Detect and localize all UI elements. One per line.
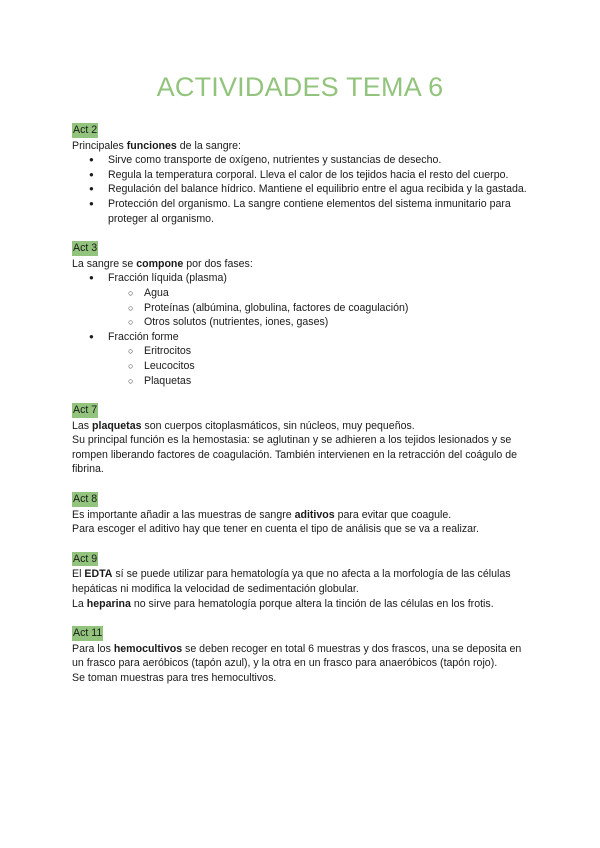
section-label: Act 9 — [73, 552, 98, 565]
text: de la sangre: — [176, 139, 241, 152]
bold-term: compone — [136, 257, 184, 270]
section-label: Act 11 — [73, 627, 103, 640]
list-item: ● Sirve como transporte de oxígeno, nutrientes y sustancias de desecho. — [72, 153, 532, 168]
paragraph: Se toman muestras para tres hemocultivos. — [72, 672, 277, 684]
document-body — [72, 123, 532, 701]
paragraph — [72, 597, 532, 612]
section-label: Act 3 — [73, 242, 98, 255]
text: no sirve para hematología porque altera la tinción de las células en los frotis. — [130, 597, 494, 610]
section-label: Act 2 — [73, 124, 98, 136]
text: por dos fases: — [183, 257, 253, 270]
bold-term: EDTA — [84, 568, 113, 581]
text: para evitar que coagule. — [334, 508, 452, 521]
text: son cuerpos citoplasmáticos, sin núcleos, muy pequeños. — [141, 419, 415, 432]
text: La sangre se — [72, 257, 137, 270]
text: El — [72, 568, 85, 581]
sub-bullet-list — [108, 344, 532, 388]
section-label: Act 8 — [73, 493, 98, 506]
bold-term: funciones — [126, 139, 177, 152]
page-title: ACTIVIDADES TEMA 6 — [156, 72, 444, 102]
bullet-list — [72, 153, 532, 226]
text: Principales — [72, 139, 127, 152]
sub-list-item: ○ Leucocitos — [108, 359, 532, 374]
section-act-2 — [72, 123, 532, 226]
paragraph — [72, 642, 532, 671]
sub-list-item: ○ Agua — [108, 286, 532, 301]
bold-term: heparina — [86, 597, 131, 610]
sub-bullet-list — [108, 286, 532, 330]
sub-list-item: ○ Otros solutos (nutrientes, iones, gases) — [108, 315, 532, 330]
section-act-11 — [72, 626, 532, 685]
section-act-8 — [72, 492, 532, 537]
text: Las — [72, 419, 93, 432]
paragraph: Su principal función es la hemostasia: se aglutinan y se adhieren a los tejidos lesionados y se rompen liberando factores de coagulación. También intervienen en la retracción del coágulo de fibrina. — [72, 434, 518, 476]
section-act-3 — [72, 241, 532, 388]
text: sí se puede utilizar para hematología ya que no afecta a la morfología de las células hepáticas ni modifica la velocidad de sedimentación globular. — [72, 568, 511, 596]
paragraph — [72, 257, 532, 272]
section-act-9 — [72, 552, 532, 611]
sub-list-item: ○ Plaquetas — [108, 374, 532, 389]
paragraph — [72, 567, 532, 596]
sub-list-item: ○ Eritrocitos — [108, 344, 532, 359]
bold-term: aditivos — [294, 508, 335, 521]
sub-list-item: ○ Proteínas (albúmina, globulina, factores de coagulación) — [108, 301, 532, 316]
bullet-list — [72, 271, 532, 388]
section-act-7 — [72, 403, 532, 477]
section-label: Act 7 — [73, 404, 98, 417]
paragraph — [72, 419, 532, 434]
paragraph — [72, 508, 532, 523]
list-item — [72, 271, 532, 329]
list-item-label: Fracción forme — [108, 330, 179, 343]
list-item-label: Fracción líquida (plasma) — [108, 272, 227, 285]
text: La — [72, 597, 87, 610]
text: Para los — [72, 642, 114, 655]
text: se deben recoger en total 6 muestras y dos frascos, una se deposita en un frasco para aeróbicos (tapón azul), y la otra en un frasco para anaeróbicos (tapón rojo). — [72, 642, 522, 670]
list-item: ● Protección del organismo. La sangre contiene elementos del sistema inmunitario para proteger al organismo. — [72, 197, 532, 226]
bold-term: hemocultivos — [113, 642, 183, 655]
paragraph: Para escoger el aditivo hay que tener en cuenta el tipo de análisis que se va a realizar. — [72, 523, 479, 536]
bold-term: plaquetas — [92, 419, 142, 432]
paragraph — [72, 139, 532, 154]
list-item: ● Regulación del balance hídrico. Mantiene el equilibrio entre el agua recibida y la gastada. — [72, 182, 532, 197]
list-item — [72, 330, 532, 388]
text: Es importante añadir a las muestras de sangre — [72, 508, 295, 521]
list-item: ● Regula la temperatura corporal. Lleva el calor de los tejidos hacia el resto del cuerpo. — [72, 168, 532, 183]
